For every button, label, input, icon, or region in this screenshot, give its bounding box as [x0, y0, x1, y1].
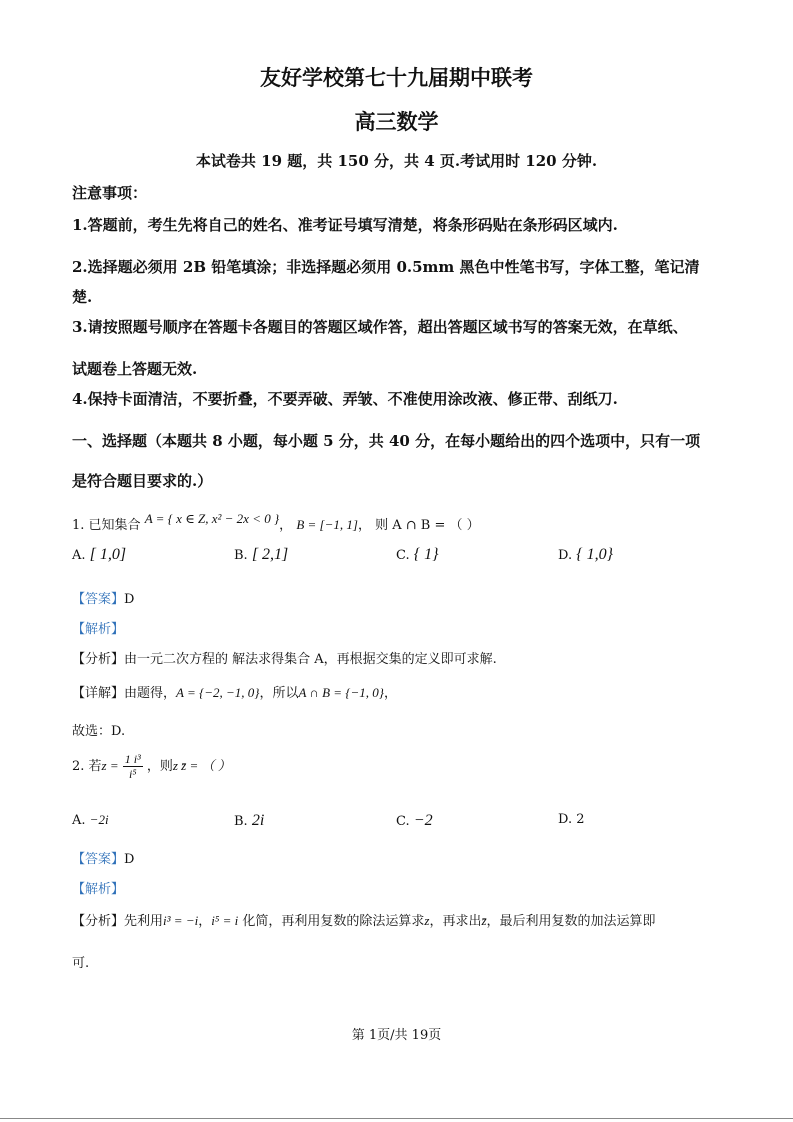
q1-option-c: C. { 1}	[396, 546, 439, 563]
q2-option-d: D. 2	[558, 812, 585, 827]
q1-xiangjie: 【详解】由题得，A = {−2, −1, 0}，所以A ∩ B = {−1, 0}，	[72, 685, 397, 701]
q2-option-b-value: 2i	[251, 812, 265, 829]
subject-title: 高三数学	[354, 109, 439, 134]
note-4: 4.保持卡面清洁，不要折叠，不要弄破、弄皱、不准使用涂改液、修正带、刮纸刀.	[72, 390, 618, 408]
q1-prefix: 1. 已知集合	[72, 518, 141, 533]
section-heading-cont: 是符合题目要求的.）	[72, 472, 213, 490]
q2-analysis	[72, 878, 124, 897]
q1-fenxi: 【分析】由一元二次方程的 解法求得集合 A，再根据交集的定义即可求解.	[72, 652, 497, 667]
q2-fenxi-cont: 可.	[72, 956, 90, 971]
q1-conclusion: 故选：D.	[72, 724, 126, 739]
note-3-cont: 试题卷上答题无效.	[72, 360, 198, 378]
q1-intersection-result: A ∩ B = {−1, 0}	[298, 685, 384, 700]
q2-answer	[72, 848, 134, 867]
q2-stem: 2. 若z = $\frac{\text{1 i³}}{\text{i⁵}}$ ，则z z̄ = （ ）	[72, 752, 231, 781]
q1-option-d-value: { 1,0}	[576, 546, 614, 563]
q1-ask: 则 A ∩ B = （ ）	[375, 518, 480, 533]
q1-set-a: A = { x ∈ Z, x² − 2x < 0 }	[144, 511, 280, 526]
q2-option-c-value: −2	[413, 812, 433, 829]
q2-option-a-value: −2i	[89, 812, 109, 827]
notes-heading: 注意事项：	[72, 184, 148, 202]
q2-fenxi: 【分析】先利用i³ = −i，i⁵ = i 化简，再利用复数的除法运算求z，再求出z̄，最后利用复数的加法运算即	[72, 913, 656, 929]
exam-info: 本试卷共 19 题，共 150 分，共 4 页.考试用时 120 分钟.	[195, 152, 598, 170]
note-2-cont: 楚.	[72, 288, 93, 306]
page-bottom-rule	[0, 1118, 793, 1119]
note-2: 2.选择题必须用 2B 铅笔填涂；非选择题必须用 0.5mm 黑色中性笔书写，字体工整，笔记清	[72, 258, 700, 276]
exam-title: 友好学校第七十九届期中联考	[260, 65, 533, 90]
note-1: 1.答题前，考生先将自己的姓名、准考证号填写清楚，将条形码贴在条形码区域内.	[72, 216, 618, 234]
q2-option-c: C. −2	[396, 812, 433, 829]
q1-option-b-value: [ 2,1]	[251, 546, 289, 563]
q1-set-b: B = [−1, 1]	[296, 517, 358, 532]
answer-tag: 【答案】	[72, 852, 125, 867]
analysis-tag: 【解析】	[72, 622, 125, 637]
q2-option-a: A. −2i	[72, 812, 109, 828]
q1-option-c-value: { 1}	[413, 546, 439, 563]
q2-option-b: B. 2i	[234, 812, 265, 829]
q1-option-b: B. [ 2,1]	[234, 546, 289, 563]
q1-answer-value: D	[124, 592, 135, 607]
section-heading: 一、选择题（本题共 8 小题，每小题 5 分，共 40 分，在每小题给出的四个选项中，只有一项	[72, 432, 701, 450]
q1-option-d: D. { 1,0}	[558, 546, 614, 563]
note-3: 3.请按照题号顺序在答题卡各题目的答题区域作答，超出答题区域书写的答案无效，在草纸、	[72, 318, 688, 336]
q2-fraction: $\frac{\text{1 i³}}{\text{i⁵}}$	[124, 752, 141, 781]
page-number: 第 1页/共 19页	[351, 1028, 442, 1043]
q1-analysis	[72, 618, 124, 637]
q1-option-a: A. [ 1,0]	[72, 546, 127, 563]
q1-set-a-result: A = {−2, −1, 0}	[176, 685, 260, 700]
q1-option-a-value: [ 1,0]	[89, 546, 127, 563]
analysis-tag: 【解析】	[72, 882, 125, 897]
answer-tag: 【答案】	[72, 592, 125, 607]
q1-answer	[72, 588, 134, 607]
q2-answer-value: D	[124, 852, 135, 867]
q1-stem: 1. 已知集合 A = { x ∈ Z, x² − 2x < 0 }， B = [−1, 1]， 则 A ∩ B = （ ）	[72, 511, 480, 533]
